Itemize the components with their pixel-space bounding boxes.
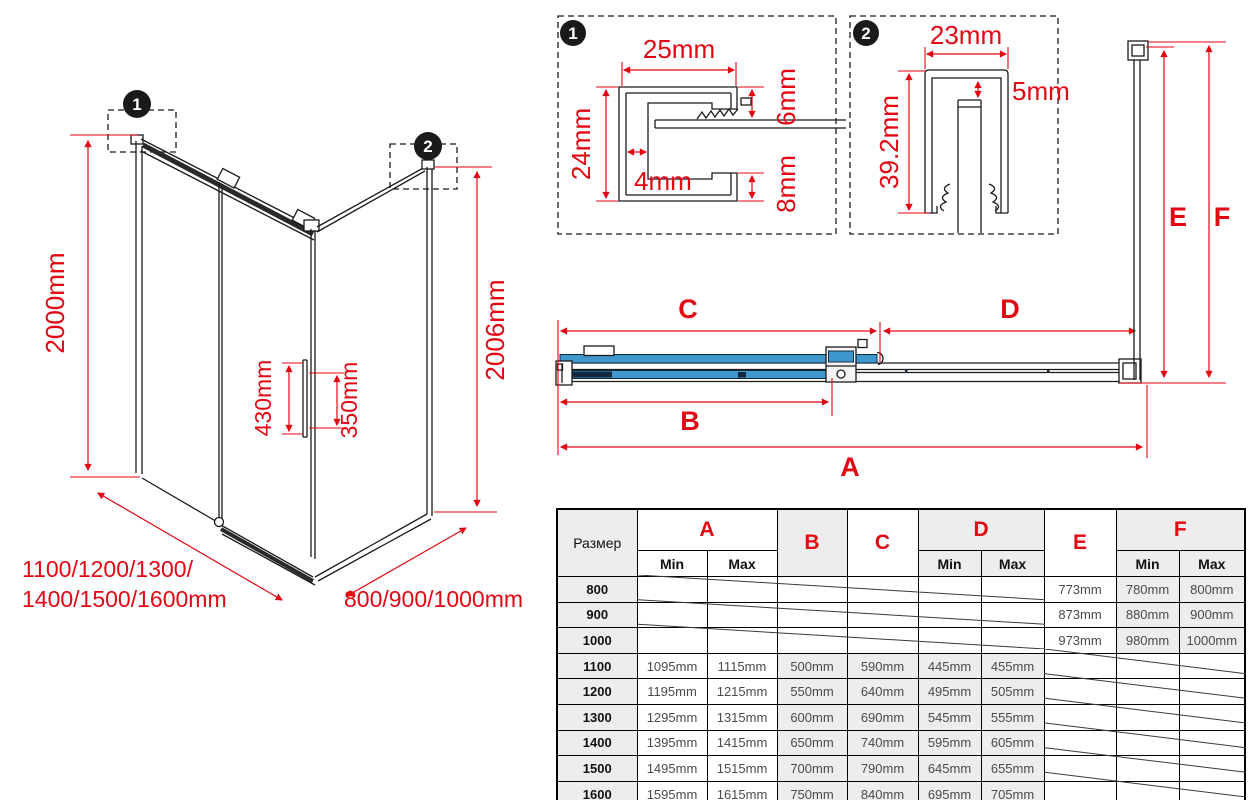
cell: 790mm	[847, 756, 918, 782]
dimension-2006mm	[434, 167, 510, 512]
top-rail	[141, 139, 315, 240]
cell: 605mm	[981, 730, 1044, 756]
F-max-header: Max	[1179, 551, 1245, 577]
F-min-header: Min	[1116, 551, 1179, 577]
cell: 500mm	[777, 653, 847, 679]
cell	[847, 577, 918, 603]
cell: 1395mm	[637, 730, 707, 756]
cell: 705mm	[981, 781, 1044, 800]
cell	[1044, 730, 1116, 756]
cell: 1295mm	[637, 704, 707, 730]
cell: 1000mm	[1179, 628, 1245, 654]
cell	[1116, 704, 1179, 730]
corner-post	[304, 220, 319, 559]
A-min-header: Min	[637, 551, 707, 577]
plan-view	[556, 294, 1147, 482]
cell	[1044, 781, 1116, 800]
cell: 773mm	[1044, 577, 1116, 603]
front-width-line1: 1100/1200/1300/	[22, 556, 193, 582]
dimension-table	[556, 508, 1246, 800]
detail-1-profile-section	[558, 16, 846, 234]
cell	[707, 602, 777, 628]
column-F-header: F	[1116, 509, 1245, 551]
cell	[918, 628, 981, 654]
height-left-label: 2000mm	[40, 252, 70, 354]
cell: 1200	[557, 679, 637, 705]
side-panel	[315, 160, 434, 581]
size-column-header: Размер	[557, 509, 637, 577]
label-C: C	[678, 294, 698, 324]
cell	[1179, 730, 1245, 756]
cell	[1179, 704, 1245, 730]
side-width-label: 800/900/1000mm	[344, 586, 524, 612]
dim-39-2mm: 39.2mm	[874, 95, 904, 189]
column-C-header: C	[847, 509, 918, 577]
u-profile-outline	[925, 70, 1008, 213]
bottom-roller	[215, 518, 224, 527]
cell	[981, 577, 1044, 603]
detail2-dimensions	[874, 20, 1070, 213]
cell: 900mm	[1179, 602, 1245, 628]
cell: 1300	[557, 704, 637, 730]
marker-1-number: 1	[132, 95, 142, 114]
dimension-E	[1146, 47, 1187, 377]
cell: 545mm	[918, 704, 981, 730]
fixed-panel-edge	[219, 182, 222, 526]
cell	[1044, 653, 1116, 679]
dimension-350mm	[309, 362, 362, 439]
row	[557, 653, 1245, 679]
cell: 1095mm	[637, 653, 707, 679]
cell	[847, 628, 918, 654]
cell: 445mm	[918, 653, 981, 679]
cell: 1495mm	[637, 756, 707, 782]
dim-5mm: 5mm	[1012, 76, 1070, 106]
cell	[777, 602, 847, 628]
dimension-2000mm	[40, 135, 140, 477]
A-max-header: Max	[707, 551, 777, 577]
cell	[1179, 679, 1245, 705]
door-handle	[303, 360, 307, 437]
row	[557, 628, 1245, 654]
cell	[1044, 756, 1116, 782]
cell: 495mm	[918, 679, 981, 705]
cell	[1179, 653, 1245, 679]
cell	[637, 628, 707, 654]
label-D: D	[1000, 294, 1020, 324]
row	[557, 781, 1245, 800]
handle-height-label: 430mm	[250, 359, 276, 437]
cell	[1116, 653, 1179, 679]
dimension-side-width	[344, 528, 523, 612]
dim-4mm: 4mm	[634, 166, 692, 196]
cell	[1044, 679, 1116, 705]
column-E-header: E	[1044, 509, 1116, 577]
cell: 590mm	[847, 653, 918, 679]
cell: 1600	[557, 781, 637, 800]
detail-2-profile-section	[850, 16, 1070, 234]
cell: 800mm	[1179, 577, 1245, 603]
cell: 1315mm	[707, 704, 777, 730]
row	[557, 756, 1245, 782]
left-wall-profile	[131, 135, 143, 474]
cell: 1500	[557, 756, 637, 782]
cell: 700mm	[777, 756, 847, 782]
column-B-header: B	[777, 509, 847, 577]
cell: 780mm	[1116, 577, 1179, 603]
cell: 1000	[557, 628, 637, 654]
dimension-front-width	[22, 493, 282, 612]
cell: 873mm	[1044, 602, 1116, 628]
gasket-clip	[741, 98, 751, 105]
dim-25mm: 25mm	[642, 34, 716, 64]
detail2-marker-number: 2	[861, 24, 871, 43]
dim-23mm: 23mm	[929, 20, 1003, 50]
cell: 600mm	[777, 704, 847, 730]
cell	[1116, 756, 1179, 782]
glass-panel-section	[940, 100, 998, 233]
row	[557, 704, 1245, 730]
cell	[1116, 781, 1179, 800]
row	[557, 577, 1245, 603]
fixed-glass-panel	[560, 371, 830, 379]
dim-24mm: 24mm	[566, 107, 596, 181]
cell: 1515mm	[707, 756, 777, 782]
cell	[637, 602, 707, 628]
cell: 550mm	[777, 679, 847, 705]
cell: 690mm	[847, 704, 918, 730]
detail1-marker-number: 1	[568, 24, 578, 43]
size-table	[556, 508, 1244, 800]
front-width-line2: 1400/1500/1600mm	[22, 586, 227, 612]
cell: 640mm	[847, 679, 918, 705]
D-min-header: Min	[918, 551, 981, 577]
handle-span-label: 350mm	[336, 361, 362, 439]
label-E: E	[1168, 202, 1188, 232]
cell	[1044, 704, 1116, 730]
cell	[707, 628, 777, 654]
cell: 840mm	[847, 781, 918, 800]
dim-6mm: 6mm	[771, 68, 801, 126]
cell: 900	[557, 602, 637, 628]
cell	[847, 602, 918, 628]
dimension-F	[1148, 42, 1230, 377]
cell: 595mm	[918, 730, 981, 756]
row	[557, 679, 1245, 705]
dimension-A	[561, 385, 1147, 482]
gasket	[989, 184, 999, 211]
cell: 655mm	[981, 756, 1044, 782]
label-F: F	[1213, 202, 1231, 232]
cell	[918, 602, 981, 628]
cell: 1615mm	[707, 781, 777, 800]
cell: 1595mm	[637, 781, 707, 800]
cell: 980mm	[1116, 628, 1179, 654]
cell: 750mm	[777, 781, 847, 800]
right-end-bracket	[1119, 359, 1141, 383]
cell: 880mm	[1116, 602, 1179, 628]
cell: 740mm	[847, 730, 918, 756]
label-B: B	[680, 406, 700, 436]
cell	[777, 577, 847, 603]
cell	[918, 577, 981, 603]
row	[557, 730, 1245, 756]
cell	[1116, 679, 1179, 705]
cell: 455mm	[981, 653, 1044, 679]
cell: 645mm	[918, 756, 981, 782]
cell: 800	[557, 577, 637, 603]
wall-bracket-top	[1128, 41, 1148, 60]
dimension-430mm	[250, 360, 303, 437]
dim-8mm: 8mm	[771, 155, 801, 213]
cell: 1215mm	[707, 679, 777, 705]
marker-2-number: 2	[423, 137, 433, 156]
cell: 1100	[557, 653, 637, 679]
header-row-1	[557, 509, 1245, 551]
cell	[981, 628, 1044, 654]
cell: 1400	[557, 730, 637, 756]
cell	[1116, 730, 1179, 756]
cell	[777, 628, 847, 654]
column-A-header: A	[637, 509, 777, 551]
gasket	[940, 184, 950, 211]
cell: 505mm	[981, 679, 1044, 705]
height-right-label: 2006mm	[480, 279, 510, 381]
label-A: A	[840, 452, 860, 482]
cell	[981, 602, 1044, 628]
side-panel-elevation	[1120, 41, 1230, 383]
cell: 695mm	[918, 781, 981, 800]
cell	[637, 577, 707, 603]
detail1-dimensions	[566, 34, 801, 213]
cell: 555mm	[981, 704, 1044, 730]
row	[557, 602, 1245, 628]
cell: 1115mm	[707, 653, 777, 679]
cell: 1415mm	[707, 730, 777, 756]
cell: 1195mm	[637, 679, 707, 705]
cell	[1179, 781, 1245, 800]
cell: 973mm	[1044, 628, 1116, 654]
gasket	[697, 109, 738, 119]
dimension-D	[884, 294, 1135, 331]
D-max-header: Max	[981, 551, 1044, 577]
roller-carriage	[584, 346, 614, 356]
cell	[707, 577, 777, 603]
dimension-B	[561, 378, 832, 436]
cell: 650mm	[777, 730, 847, 756]
cell	[1179, 756, 1245, 782]
column-D-header: D	[918, 509, 1044, 551]
isometric-view	[22, 90, 523, 612]
